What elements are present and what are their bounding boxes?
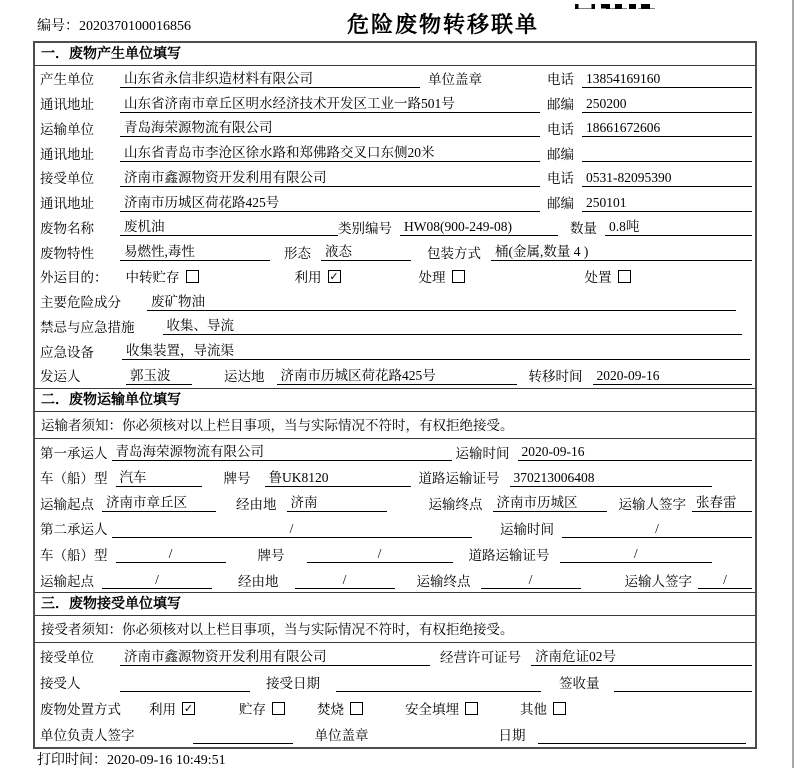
hazard-component-label: 主要危险成分 — [40, 295, 121, 311]
route-end-label: 运输终点 — [428, 496, 483, 512]
section-producer-title: 一．废物产生单位填写 — [35, 43, 755, 66]
transfer-purpose-label: 外运目的： — [40, 270, 108, 286]
date-label: 日期 — [498, 728, 526, 744]
waste-character-value: 易燃性,毒性 — [120, 242, 270, 261]
qr-code-fragment — [575, 0, 655, 9]
carrier-signature-label: 运输人签字 — [618, 496, 686, 512]
print-time-label: 打印时间： — [37, 753, 107, 768]
zip-label: 邮编 — [547, 146, 574, 162]
emergency-equipment-label: 应急设备 — [40, 344, 94, 360]
checkbox-label: 贮存 — [239, 702, 266, 718]
category-code-value: HW08(900-249-08) — [400, 217, 558, 236]
hazard-component-row — [35, 289, 755, 314]
road-permit-value: 370213006408 — [510, 468, 713, 487]
emergency-equipment-value: 收集装置，导流渠 — [122, 341, 750, 360]
doc-number-value: 2020370100016856 — [79, 19, 191, 34]
received-quantity-label: 签收量 — [559, 676, 600, 692]
purpose-option-transit-storage — [126, 266, 199, 286]
receiver-zip-value: 250101 — [582, 193, 752, 212]
section-transport-title: 二．废物运输单位填写 — [35, 389, 755, 412]
producer-address-row — [35, 91, 755, 116]
destination-value: 济南市历城区荷花路425号 — [277, 366, 517, 385]
disposal-option-utilize — [149, 698, 195, 718]
address-label: 通讯地址 — [40, 146, 94, 162]
page-title: 危险废物转移联单 — [346, 12, 540, 37]
qr-code-icon — [575, 4, 655, 9]
producer-phone-value: 13854169160 — [582, 69, 752, 88]
vehicle-type-value: 汽车 — [116, 468, 202, 487]
via-label: 经由地 — [238, 573, 279, 589]
receive-date-label: 接受日期 — [266, 676, 320, 692]
plate-number-label: 牌号 — [223, 471, 251, 487]
category-code-label: 类别编号 — [338, 220, 392, 236]
route-end-label: 运输终点 — [416, 573, 471, 589]
print-time-value: 2020-09-16 10:49:51 — [107, 753, 226, 768]
second-carrier-label: 第二承运人 — [40, 522, 108, 538]
via-label: 经由地 — [236, 496, 277, 512]
packing-label: 包装方式 — [427, 245, 481, 261]
carrier-signature-value: / — [698, 570, 752, 589]
route-row-2 — [35, 567, 755, 593]
vehicle-type-value: / — [116, 544, 226, 563]
transport-time-value: / — [562, 519, 752, 538]
transporter-unit-label: 运输单位 — [40, 121, 94, 137]
transporter-unit-value: 青岛海荣源物流有限公司 — [120, 118, 540, 137]
address-label: 通讯地址 — [40, 97, 94, 113]
receiver-unit-label: 接受单位 — [40, 171, 94, 187]
checkbox-checked-icon: ✓ — [329, 269, 339, 283]
transporter-unit-row — [35, 116, 755, 141]
section-receiver — [35, 592, 755, 747]
transporter-phone-value: 18661672606 — [582, 118, 752, 137]
receiving-unit-value: 济南市鑫源物资开发利用有限公司 — [120, 647, 430, 666]
checkbox-label: 中转贮存 — [125, 270, 180, 286]
transfer-date-value: 2020-09-16 — [593, 366, 753, 385]
consignor-label: 发运人 — [40, 369, 81, 385]
first-carrier-label: 第一承运人 — [40, 445, 108, 461]
road-permit-label: 道路运输证号 — [418, 471, 500, 487]
checkbox-label: 处置 — [584, 270, 612, 286]
phone-label: 电话 — [547, 72, 574, 88]
receiver-unit-value: 济南市鑫源物资开发利用有限公司 — [120, 168, 540, 187]
responsible-signature-label: 单位负责人签字 — [40, 728, 135, 744]
checkbox-icon — [186, 270, 199, 283]
address-label: 通讯地址 — [40, 196, 94, 212]
vehicle-type-row-2 — [35, 541, 755, 567]
receiver-notice: 接受者须知：你必须核对以上栏目事项，当与实际情况不符时，有权拒绝接受。 — [35, 616, 755, 643]
unit-seal-label: 单位盖章 — [314, 728, 369, 744]
transport-time-label: 运输时间 — [455, 445, 510, 461]
carrier-signature-label: 运输人签字 — [624, 573, 692, 589]
transporter-address-value: 山东省青岛市李沧区徐水路和郑佛路交叉口东侧20米 — [120, 143, 540, 162]
transfer-date-label: 转移时间 — [528, 369, 583, 385]
route-start-value: 济南市章丘区 — [102, 493, 216, 512]
waste-name-value: 废机油 — [120, 217, 338, 236]
receiver-person-row — [35, 669, 755, 695]
emergency-measures-row — [35, 314, 755, 339]
checkbox-label: 焚烧 — [317, 702, 344, 718]
first-carrier-row — [35, 439, 755, 465]
second-carrier-value: / — [112, 519, 472, 538]
via-value: 济南 — [287, 493, 387, 512]
received-quantity-value — [614, 673, 753, 692]
plate-number-value: 鲁UK8120 — [265, 468, 411, 487]
vehicle-type-label: 车（船）型 — [40, 547, 108, 563]
waste-name-label: 废物名称 — [40, 220, 94, 236]
section-receiver-title: 三．废物接受单位填写 — [35, 593, 755, 616]
transporter-zip-value — [582, 143, 752, 162]
doc-number-label: 编号： — [37, 19, 79, 34]
producer-unit-label: 产生单位 — [40, 72, 94, 88]
section-producer — [35, 43, 755, 388]
purpose-option-treat — [419, 266, 465, 286]
waste-character-row — [35, 239, 755, 264]
emergency-measures-label: 禁忌与应急措施 — [40, 319, 135, 335]
transporter-address-row — [35, 140, 755, 165]
receiver-address-value: 济南市历城区荷花路425号 — [120, 193, 540, 212]
zip-label: 邮编 — [547, 97, 574, 113]
waste-transfer-form — [33, 41, 757, 749]
route-start-label: 运输起点 — [40, 496, 94, 512]
phone-label: 电话 — [547, 171, 574, 187]
packing-value: 桶(金属,数量 4 ) — [491, 242, 752, 261]
phone-label: 电话 — [547, 121, 574, 137]
form-state-value: 液态 — [321, 242, 411, 261]
unit-seal-label: 单位盖章 — [428, 72, 482, 88]
checkbox-label: 其他 — [520, 702, 547, 718]
producer-zip-value: 250200 — [582, 94, 752, 113]
emergency-measures-value: 收集、导流 — [163, 316, 743, 335]
checkbox-icon — [465, 702, 478, 715]
road-permit-value: / — [560, 544, 713, 563]
checkbox-label: 处理 — [418, 270, 446, 286]
checkbox-icon — [553, 702, 566, 715]
receive-date-value — [336, 673, 541, 692]
transfer-purpose-row — [35, 264, 755, 289]
form-state-label: 形态 — [284, 245, 311, 261]
doc-number — [37, 15, 191, 35]
carrier-signature-value: 张春雷 — [692, 493, 752, 512]
route-start-value: / — [102, 570, 212, 589]
destination-label: 运达地 — [224, 369, 265, 385]
checkbox-checked-icon: ✓ — [183, 701, 194, 715]
responsible-signature-value — [193, 725, 293, 744]
waste-character-label: 废物特性 — [40, 245, 94, 261]
purpose-option-utilize — [295, 266, 341, 286]
second-carrier-row — [35, 516, 755, 542]
producer-unit-row — [35, 66, 755, 91]
print-time — [37, 749, 226, 769]
receiver-unit-row — [35, 165, 755, 190]
consignor-value: 郭玉波 — [126, 366, 192, 385]
via-value: / — [295, 570, 395, 589]
disposal-option-incinerate — [317, 698, 363, 718]
license-number-value: 济南危证02号 — [531, 647, 752, 666]
hazard-component-value: 废矿物油 — [147, 292, 736, 311]
route-start-label: 运输起点 — [40, 573, 94, 589]
responsible-signature-row — [35, 721, 755, 747]
first-carrier-value: 青岛海荣源物流有限公司 — [112, 442, 452, 461]
receiver-person-value — [120, 673, 250, 692]
vehicle-type-row — [35, 464, 755, 490]
producer-unit-value: 山东省永信非织造材料有限公司 — [120, 69, 420, 88]
purpose-option-dispose — [585, 266, 631, 286]
consignor-row — [35, 363, 755, 388]
route-row — [35, 490, 755, 516]
vehicle-type-label: 车（船）型 — [40, 471, 108, 487]
receiver-address-row — [35, 190, 755, 215]
receiver-person-label: 接受人 — [40, 676, 81, 692]
quantity-value: 0.8吨 — [605, 217, 752, 236]
disposal-option-other — [520, 698, 566, 718]
emergency-equipment-row — [35, 338, 755, 363]
checkbox-label: 利用 — [294, 270, 322, 286]
disposal-method-label: 废物处置方式 — [40, 702, 121, 718]
checkbox-icon — [350, 702, 363, 715]
checkbox-icon — [618, 270, 631, 283]
checkbox-label: 利用 — [149, 702, 176, 718]
road-permit-label: 道路运输证号 — [468, 547, 550, 563]
disposal-option-landfill — [405, 698, 478, 718]
checkbox-label: 安全填埋 — [405, 702, 459, 718]
quantity-label: 数量 — [570, 220, 597, 236]
section-transport — [35, 388, 755, 593]
transport-time-value: 2020-09-16 — [518, 442, 753, 461]
license-number-label: 经营许可证号 — [440, 650, 521, 666]
checkbox-icon — [272, 702, 285, 715]
zip-label: 邮编 — [547, 196, 574, 212]
transporter-notice: 运输者须知：你必须核对以上栏目事项，当与实际情况不符时，有权拒绝接受。 — [35, 412, 755, 439]
disposal-method-row — [35, 695, 755, 721]
waste-name-row — [35, 215, 755, 240]
receiving-unit-label: 接受单位 — [40, 650, 94, 666]
receiving-unit-row — [35, 643, 755, 669]
transport-time-label: 运输时间 — [500, 522, 554, 538]
date-value — [538, 725, 747, 744]
checkbox-icon — [452, 270, 465, 283]
disposal-option-storage — [239, 698, 285, 718]
window-edge-divider — [792, 0, 794, 768]
plate-number-value: / — [307, 544, 453, 563]
plate-number-label: 牌号 — [257, 547, 285, 563]
route-end-value: 济南市历城区 — [493, 493, 607, 512]
producer-address-value: 山东省济南市章丘区明水经济技术开发区工业一路501号 — [120, 94, 540, 113]
route-end-value: / — [481, 570, 581, 589]
receiver-phone-value: 0531-82095390 — [582, 168, 752, 187]
